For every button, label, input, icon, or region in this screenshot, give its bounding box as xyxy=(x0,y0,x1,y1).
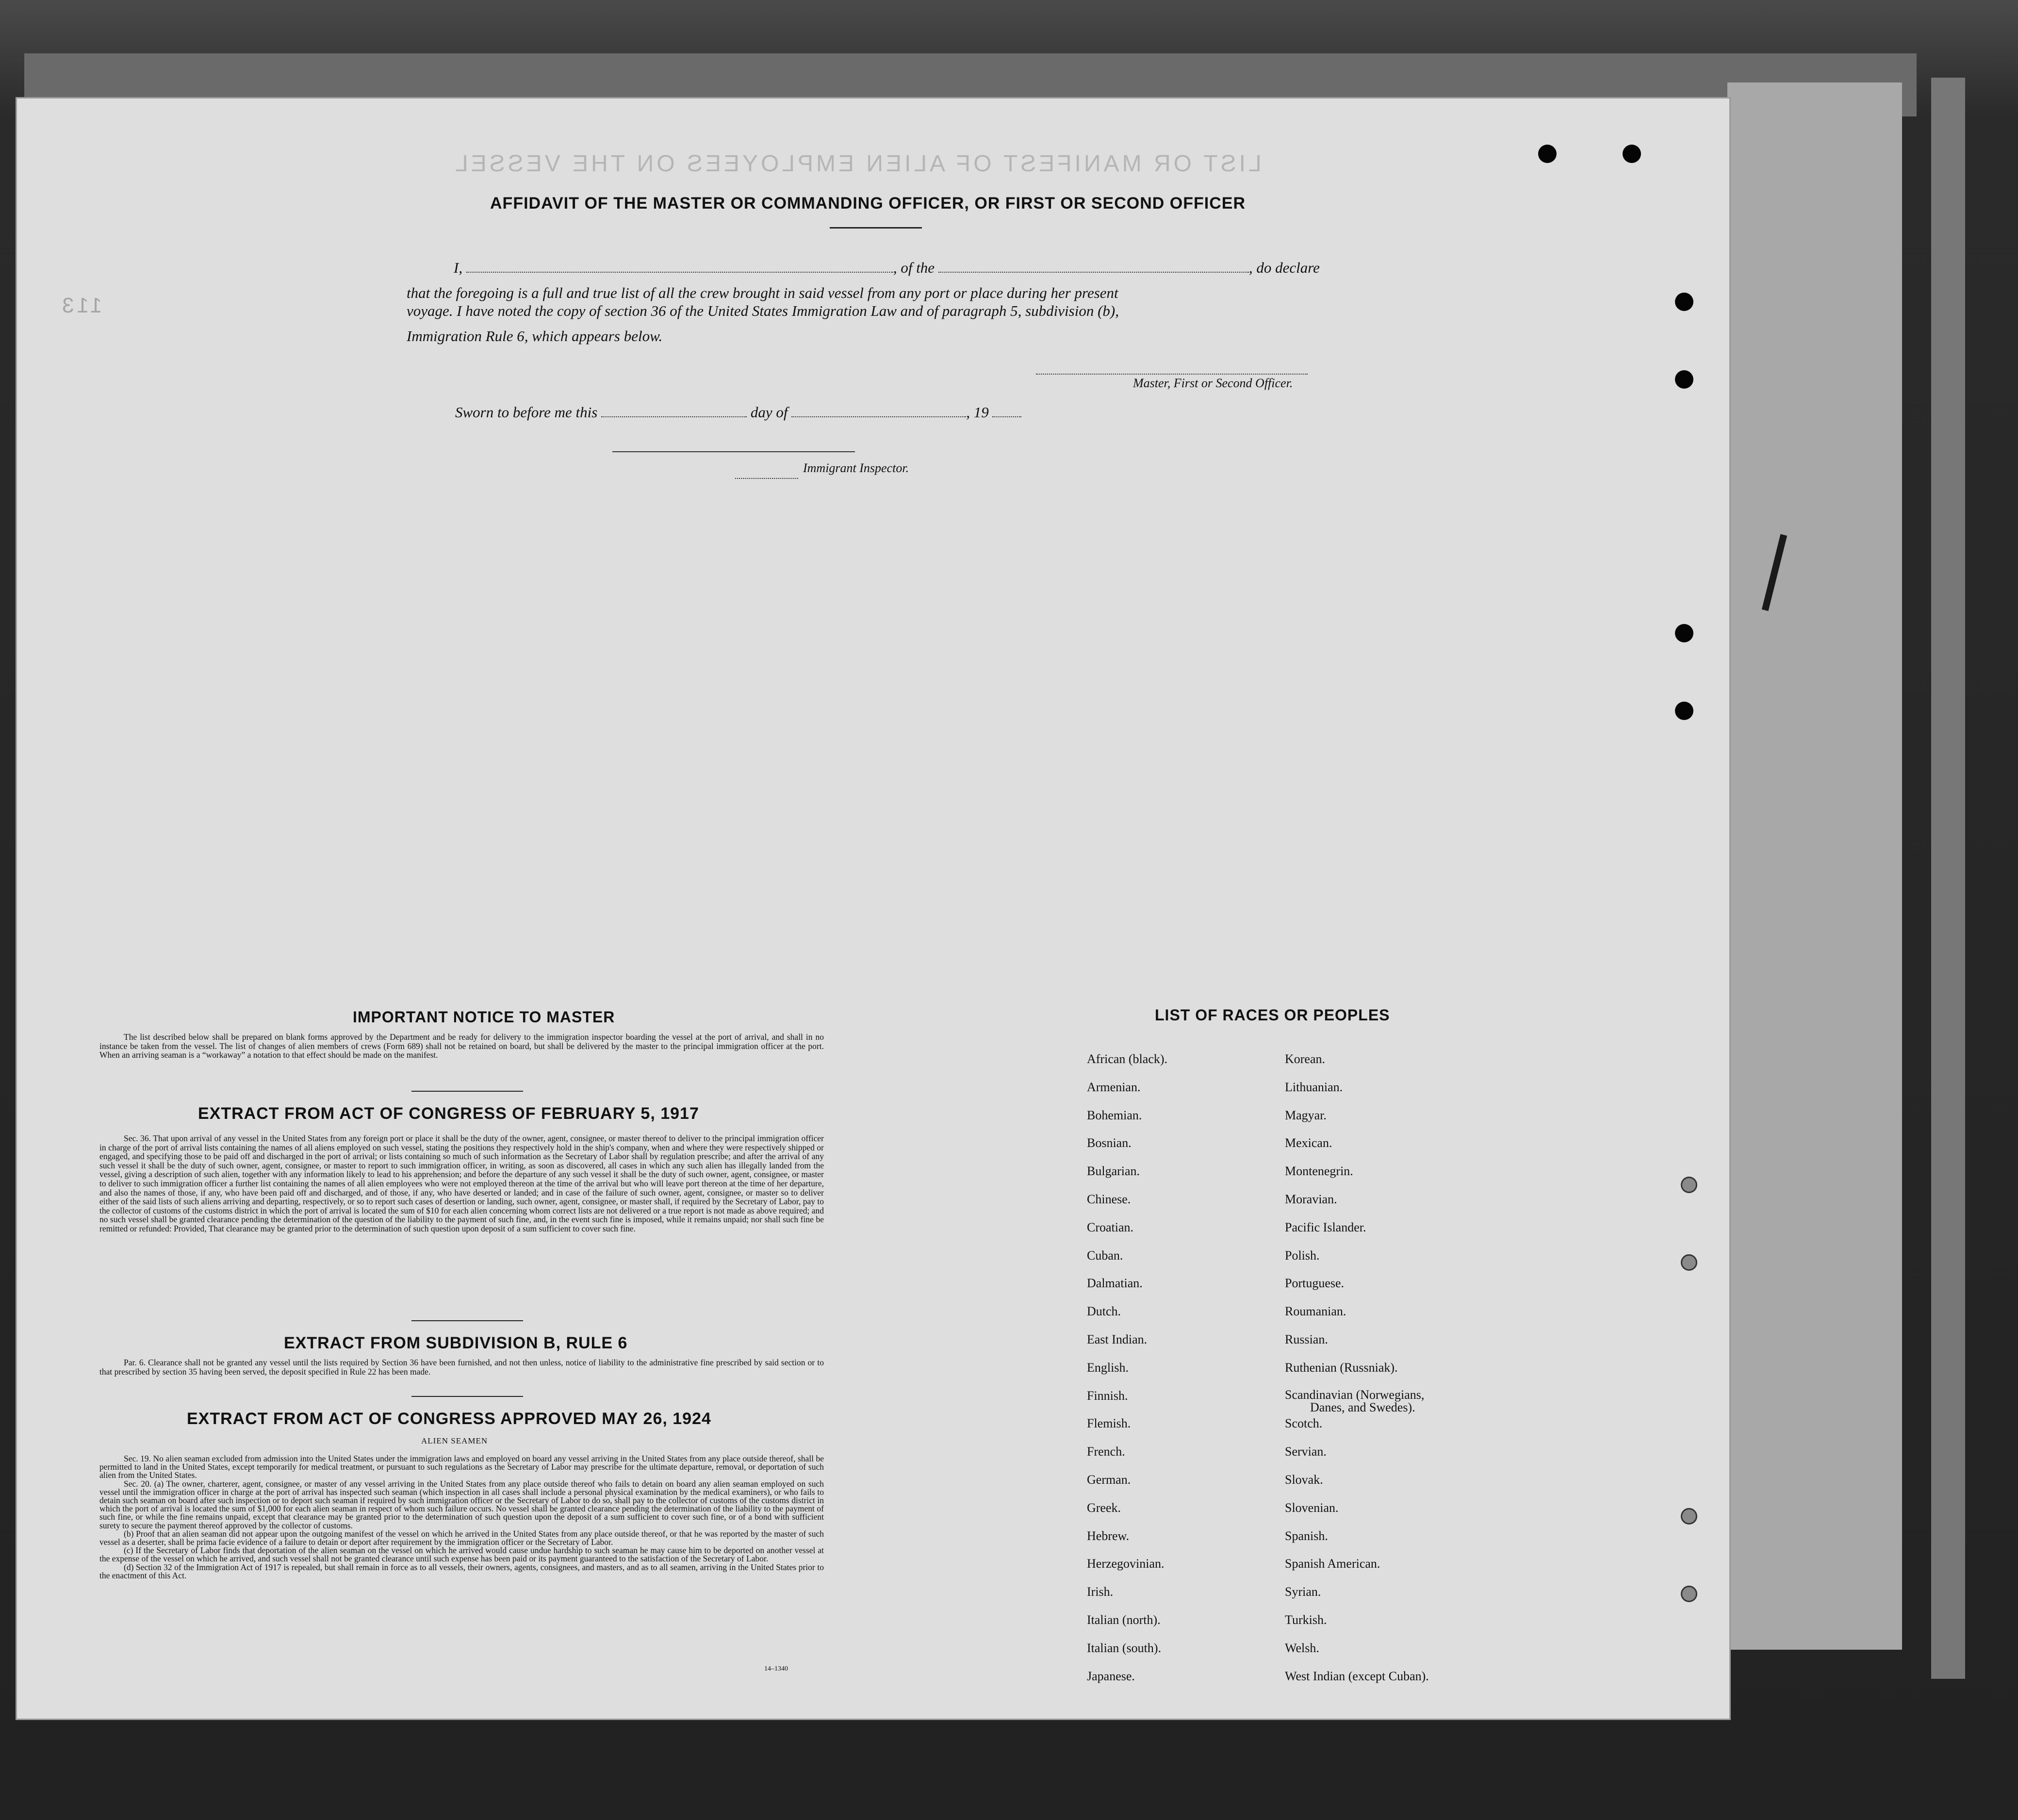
underlying-page-right xyxy=(1727,82,1902,1650)
notice-body xyxy=(99,1033,824,1060)
affidavit-declare: , do declare xyxy=(1248,259,1320,276)
race-item-text: Scandinavian (Norwegians, xyxy=(1285,1387,1425,1402)
extract-1924-body xyxy=(99,1455,824,1580)
day-blank xyxy=(601,406,747,417)
notice-paragraph: The list described below shall be prepared on blank forms approved by the Department and be ready for delivery to the immigration inspector boarding the vessel at the port of arrival, and shall in no instance be taken from the vessel. The list of changes of alien members of crews (Form 689) shall not be retained on board, but shall be delivered by the master to the principal immigration officer at the port. When an arriving seaman is a “workaway” a notation to that effect should be made on the manifest. xyxy=(99,1032,824,1060)
races-column-1 xyxy=(1087,1052,1167,1697)
race-item: Cuban. xyxy=(1087,1248,1123,1263)
punch-hole xyxy=(1681,1586,1697,1602)
race-item: Moravian. xyxy=(1285,1192,1337,1206)
race-item: Russian. xyxy=(1285,1332,1328,1346)
punch-hole xyxy=(1538,145,1557,163)
punch-hole xyxy=(1681,1508,1697,1525)
affidavit-of-the: , of the xyxy=(893,259,935,276)
punch-hole xyxy=(1681,1177,1697,1193)
inspector-signature-line xyxy=(612,451,855,452)
race-item: Scotch. xyxy=(1285,1416,1323,1431)
race-item: Welsh. xyxy=(1285,1640,1319,1655)
race-item: Bohemian. xyxy=(1087,1108,1142,1122)
extract-1924-title: EXTRACT FROM ACT OF CONGRESS APPROVED MAY 26, 1924 xyxy=(187,1410,711,1428)
affidavit-line-1 xyxy=(454,256,1351,280)
sworn-label: Sworn to before me this xyxy=(455,404,598,421)
extract-1917-paragraph: Sec. 36. That upon arrival of any vessel in the United States from any foreign port or place it shall be the duty of the owner, agent, consignee, or master thereof to deliver to the principal immigration officer in charge of the port of arrival lists containing the names of all aliens employed on such vessel, stating the positions they respectively hold in the ship's company, when and where they were respectively shipped or engaged, and specifying those to be paid off and discharged in the port of arrival; or lists containing so much of such information as the Secretary of Labor shall by regulation prescribe; and after the arrival of any such vessel it shall be the duty of such owner, agent, consignee, or master to report to such immigration officer, in writing, as soon as discovered, all cases in which any such alien has illegally landed from the vessel, giving a description of such alien, together with any information likely to lead to his apprehension; and before the departure of any such vessel it shall be the duty of such owner, agent, consignee, or master to deliver to such immigration officer a further list containing the names of all alien employees who were not employed thereon at the time of the arrival but who will leave port thereon at the time of her departure, and also the names of those, if any, who have been paid off and discharged, and of those, if any, who have deserted or landed; and in case of the failure of such owner, agent, consignee, or master so to deliver either of the said lists of such aliens arriving and departing, respectively, or so to report such cases of desertion or landing, such owner, agent, consignee, or master shall, if required by the Secretary of Labor, pay to the collector of customs of the customs district in which the port of arrival is located the sum of $10 for each alien concerning whom correct lists are not delivered or a true report is not made as above required; and no such vessel shall be granted clearance pending the determination of the question of the liability to the payment of such fine, and, in the event such fine is imposed, while it remains unpaid; nor shall such fine be remitted or refunded: Provided, That clearance may be granted prior to the determination of such question upon deposit of a sum sufficient to cover such fine. xyxy=(99,1133,824,1233)
extract-rule6-paragraph: Par. 6. Clearance shall not be granted any vessel until the lists required by Section 36 have been furnished, and not then unless, notice of liability to the administrative fine prescribed by said section or to that prescribed by section 35 having been served, the deposit specified in Rule 22 has been made. xyxy=(99,1358,824,1377)
race-item: Armenian. xyxy=(1087,1080,1141,1094)
race-item: Slovenian. xyxy=(1285,1500,1339,1515)
extract-1924-subtitle: ALIEN SEAMEN xyxy=(421,1436,488,1445)
section-divider xyxy=(411,1396,523,1397)
extract-rule6-body xyxy=(99,1358,824,1376)
bleed-through-text: LIST OR MANIFEST OF ALIEN EMPLOYEES ON THE VESSEL xyxy=(452,151,1262,177)
race-item: Roumanian. xyxy=(1285,1304,1346,1319)
race-item: Bulgarian. xyxy=(1087,1164,1140,1179)
master-signature-label: Master, First or Second Officer. xyxy=(1133,376,1293,390)
affidavit-line-4: Immigration Rule 6, which appears below. xyxy=(407,328,663,344)
sworn-line xyxy=(455,400,1134,425)
race-item: Japanese. xyxy=(1087,1669,1135,1683)
race-item: Hebrew. xyxy=(1087,1528,1130,1543)
extract-1917-title: EXTRACT FROM ACT OF CONGRESS OF FEBRUARY 5, 1917 xyxy=(198,1104,699,1123)
race-item: Lithuanian. xyxy=(1285,1080,1343,1094)
underlying-page-edge xyxy=(1931,78,1965,1679)
race-item: Syrian. xyxy=(1285,1585,1321,1599)
race-item: Chinese. xyxy=(1087,1192,1131,1206)
races-column-2 xyxy=(1285,1052,1429,1697)
race-item: Italian (north). xyxy=(1087,1612,1161,1627)
race-item: Dalmatian. xyxy=(1087,1276,1143,1291)
margin-number: 113 xyxy=(59,294,102,317)
form-number: 14–1340 xyxy=(764,1665,788,1672)
name-blank xyxy=(466,261,893,273)
race-item: Dutch. xyxy=(1087,1304,1121,1319)
race-item: Turkish. xyxy=(1285,1612,1327,1627)
race-item: African (black). xyxy=(1087,1052,1168,1066)
race-item: Italian (south). xyxy=(1087,1640,1162,1655)
extract-1924-paragraph: (b) Proof that an alien seaman did not appear upon the outgoing manifest of the vessel on which he arrived in the United States from any place outside thereof, or that he was reported by the master of such vessel as a deserter, shall be prima facie evidence of a failure to detain or deport after requirement by the immigration officer or the Secretary of Labor. xyxy=(99,1528,824,1547)
year-label: , 19 xyxy=(966,404,989,421)
inspector-signature-label: Immigrant Inspector. xyxy=(803,461,909,475)
section-divider xyxy=(411,1091,523,1092)
year-blank xyxy=(992,406,1021,417)
race-item: Polish. xyxy=(1285,1248,1320,1263)
race-item: Herzegovinian. xyxy=(1087,1557,1165,1571)
races-title: LIST OF RACES OR PEOPLES xyxy=(1155,1006,1390,1024)
race-item: West Indian (except Cuban). xyxy=(1285,1669,1429,1683)
punch-hole xyxy=(1675,293,1693,311)
extract-rule6-title: EXTRACT FROM SUBDIVISION B, RULE 6 xyxy=(284,1334,628,1352)
race-item: Flemish. xyxy=(1087,1416,1131,1431)
title-underline xyxy=(830,227,922,229)
punch-hole xyxy=(1675,370,1693,389)
affidavit-i: I, xyxy=(454,259,463,276)
notice-title: IMPORTANT NOTICE TO MASTER xyxy=(353,1008,615,1026)
master-signature-line xyxy=(1036,374,1308,375)
race-item: Bosnian. xyxy=(1087,1136,1132,1150)
section-divider xyxy=(411,1320,523,1321)
race-item: French. xyxy=(1087,1444,1125,1459)
extract-1924-paragraph: Sec. 20. (a) The owner, charterer, agent, consignee, or master of any vessel arriving in the United States from any place outside thereof who fails to detain on board any alien seaman employed on such vessel until the immigration officer in charge at the port of arrival has inspected such seaman (which inspection in all cases shall include a personal physical examination by the medical examiners), or who fails to detain such seaman on board after such inspection or to deport such seaman if required by such immigration officer or the Secretary of Labor to do so, shall pay to the collector of customs of the customs district in which the port of arrival is located the sum of $1,000 for each alien seaman in respect of whom such failure occurs. No vessel shall be granted clearance pending the determination of the liability to the payment of such fine, or while the fine remains unpaid, except that clearance may be granted prior to the determination of such question upon the deposit of a sum sufficient to cover such fine, or of a bond with sufficient surety to secure the payment thereof approved by the collector of customs. xyxy=(99,1478,824,1530)
day-of-label: day of xyxy=(750,404,788,421)
punch-hole xyxy=(1681,1254,1697,1271)
race-item: English. xyxy=(1087,1360,1129,1375)
affidavit-title: AFFIDAVIT OF THE MASTER OR COMMANDING OFFICER, OR FIRST OR SECOND OFFICER xyxy=(490,194,1246,213)
race-item: Ruthenian (Russniak). xyxy=(1285,1360,1398,1375)
extract-1917-body xyxy=(99,1134,824,1233)
punch-hole xyxy=(1623,145,1641,163)
inspector-dots xyxy=(735,478,798,479)
race-item: German. xyxy=(1087,1472,1131,1487)
race-item: Greek. xyxy=(1087,1500,1121,1515)
race-item xyxy=(1285,1389,1429,1417)
race-item: Slovak. xyxy=(1285,1472,1323,1487)
race-item: Mexican. xyxy=(1285,1136,1332,1150)
race-item: Portuguese. xyxy=(1285,1276,1345,1291)
punch-hole xyxy=(1675,702,1693,720)
month-blank xyxy=(791,406,966,417)
race-item: Servian. xyxy=(1285,1444,1327,1459)
affidavit-line-3: voyage. I have noted the copy of section 36 of the United States Immigration Law and of paragraph 5, subdivision (b), xyxy=(407,302,1119,319)
race-item: Magyar. xyxy=(1285,1108,1327,1122)
race-item: Montenegrin. xyxy=(1285,1164,1353,1179)
race-item: Finnish. xyxy=(1087,1388,1128,1403)
extract-1924-paragraph: (d) Section 32 of the Immigration Act of 1917 is repealed, but shall remain in force as to all vessels, their owners, agents, consignees, and masters, and as to all seamen, arriving in the United States prior to the enactment of this Act. xyxy=(99,1562,824,1580)
race-item: Pacific Islander. xyxy=(1285,1220,1366,1234)
race-item: Korean. xyxy=(1285,1052,1326,1066)
race-item-continuation: Danes, and Swedes). xyxy=(1310,1400,1415,1414)
race-item: Spanish. xyxy=(1285,1528,1328,1543)
punch-hole xyxy=(1675,624,1693,642)
extract-1924-paragraph: (c) If the Secretary of Labor finds that deportation of the alien seaman on the vessel on which he arrived would cause undue hardship to such seaman he may cause him to be deported on another vessel at the expense of the vessel on which he arrived, and such vessel shall not be granted clearance until such expense has been paid or its payment guaranteed to the satisfaction of the Secretary of Labor. xyxy=(99,1545,824,1564)
race-item: Irish. xyxy=(1087,1585,1114,1599)
extract-1924-paragraph: Sec. 19. No alien seaman excluded from admission into the United States under the immigration laws and employed on board any vessel arriving in the United States from any place outside thereof, shall be permitted to land in the United States, except temporarily for medical treatment, or pursuant to such regulations as the Secretary of Labor may prescribe for the ultimate departure, removal, or deportation of such alien from the United States. xyxy=(99,1454,824,1480)
race-item: East Indian. xyxy=(1087,1332,1148,1346)
race-item: Spanish American. xyxy=(1285,1557,1380,1571)
race-item: Croatian. xyxy=(1087,1220,1134,1234)
affidavit-line-2: that the foregoing is a full and true list of all the crew brought in said vessel from any port or place during her present xyxy=(407,284,1118,301)
vessel-blank xyxy=(938,261,1249,273)
